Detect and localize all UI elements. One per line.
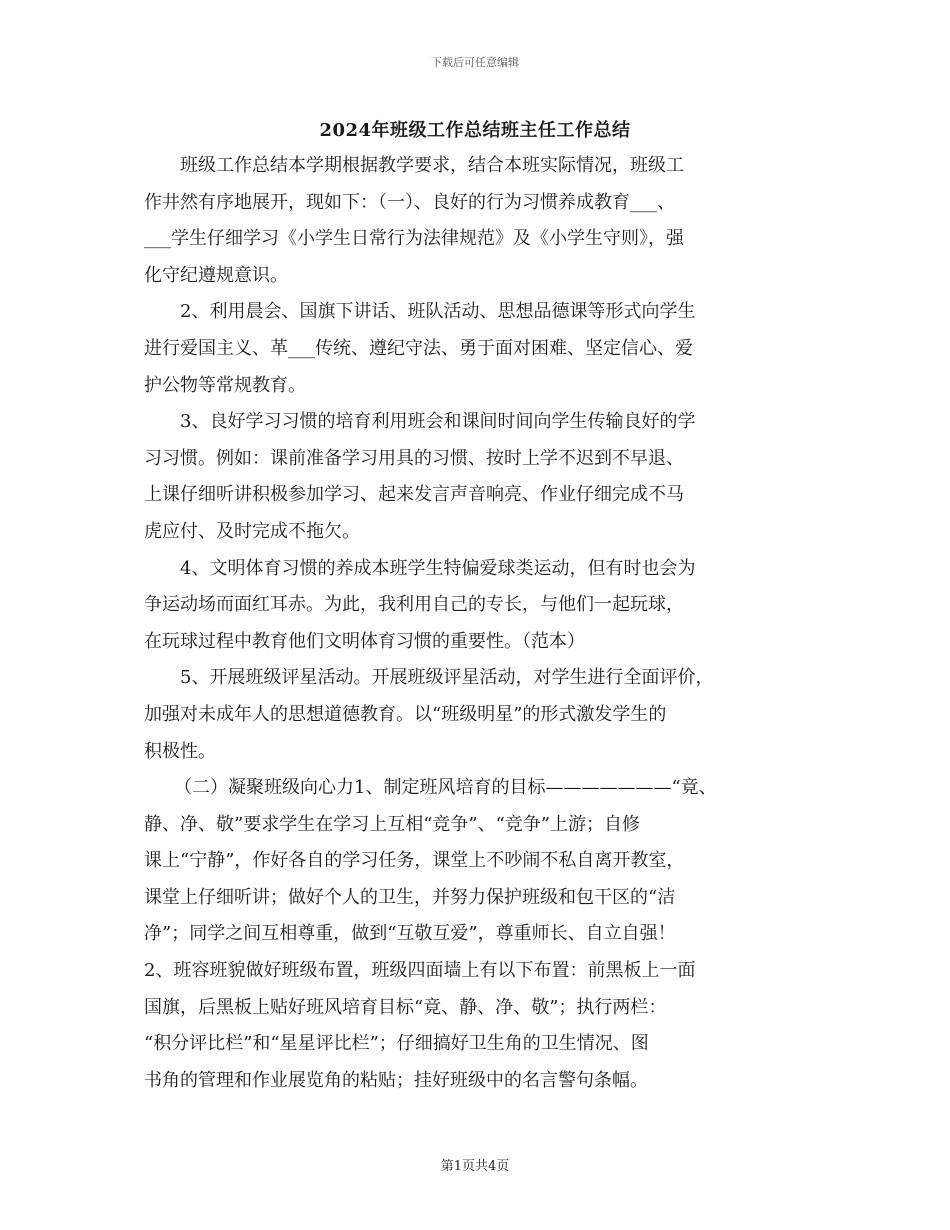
text-line: 进行爱国主义、革___传统、遵纪守法、勇于面对困难、坚定信心、爱: [144, 337, 693, 359]
text-line: 2、班容班貌做好班级布置，班级四面墙上有以下布置：前黑板上一面: [144, 960, 696, 982]
text-line: “积分评比栏”和“星星评比栏”；仔细搞好卫生角的卫生情况、图: [144, 1033, 649, 1055]
text-line: 国旗，后黑板上贴好班风培育目标“竟、静、净、敬”；执行两栏：: [144, 996, 667, 1018]
text-line: 作井然有序地展开，现如下：（一）、良好的行为习惯养成教育___、: [144, 191, 675, 213]
text-line: 护公物等常规教育。: [144, 374, 306, 396]
text-line: 书角的管理和作业展览角的粘贴；挂好班级中的名言警句条幅。: [144, 1069, 648, 1091]
text-line: 化守纪遵规意识。: [144, 264, 288, 286]
text-line: 4、文明体育习惯的养成本班学生特偏爱球类运动，但有时也会为: [180, 557, 696, 579]
text-line: 上课仔细听讲积极参加学习、起来发言声音响亮、作业仔细完成不马: [144, 484, 684, 506]
text-line: ___学生仔细学习《小学生日常行为法律规范》及《小学生守则》，强: [144, 228, 684, 250]
paragraph-section-2: [144, 770, 816, 1099]
text-line: 班级工作总结本学期根据教学要求，结合本班实际情况，班级工: [180, 155, 684, 176]
paragraph-item-2: [144, 294, 816, 404]
document-title: 2024年班级工作总结班主任工作总结: [319, 120, 631, 141]
page-footer: 第1页共4页: [440, 1159, 510, 1174]
text-line: （二）凝聚班级向心力1、制定班风培育的目标———————“竟、: [174, 777, 717, 799]
text-line: 静、净、敬”要求学生在学习上互相“竞争”、“竞争”上游；自修: [144, 813, 641, 835]
document-body: [144, 148, 816, 1099]
paragraph-item-4: [144, 551, 816, 661]
header-note: 下载后可任意编辑: [431, 56, 519, 69]
paragraph-item-5: [144, 660, 816, 770]
text-line: 在玩球过程中教育他们文明体育习惯的重要性。（范本）: [144, 630, 585, 652]
text-line: 3、良好学习习惯的培育利用班会和课间时间向学生传输良好的学: [180, 411, 696, 433]
text-line: 2、利用晨会、国旗下讲话、班队活动、思想品德课等形式向学生: [180, 301, 696, 323]
text-line: 净”；同学之间互相尊重，做到“互敬互爱”，尊重师长、自立自强！: [144, 923, 676, 945]
text-line: 积极性。: [144, 740, 216, 762]
text-line: 虎应付、及时完成不拖欠。: [144, 520, 360, 542]
text-line: 习习惯。例如：课前准备学习用具的习惯、按时上学不迟到不早退、: [144, 447, 684, 469]
paragraph-item-3: [144, 404, 816, 550]
text-line: 课上“宁静”，作好各自的学习任务，课堂上不吵闹不私自离开教室，: [144, 850, 685, 872]
paragraph-intro: [144, 148, 816, 294]
text-line: 加强对未成年人的思想道德教育。以“班级明星”的形式激发学生的: [144, 703, 667, 725]
text-line: 5、开展班级评星活动。开展班级评星活动，对学生进行全面评价，: [180, 667, 714, 689]
text-line: 争运动场而面红耳赤。为此，我利用自己的专长，与他们一起玩球，: [144, 594, 684, 616]
text-line: 课堂上仔细听讲；做好个人的卫生，并努力保护班级和包干区的“洁: [144, 886, 676, 908]
